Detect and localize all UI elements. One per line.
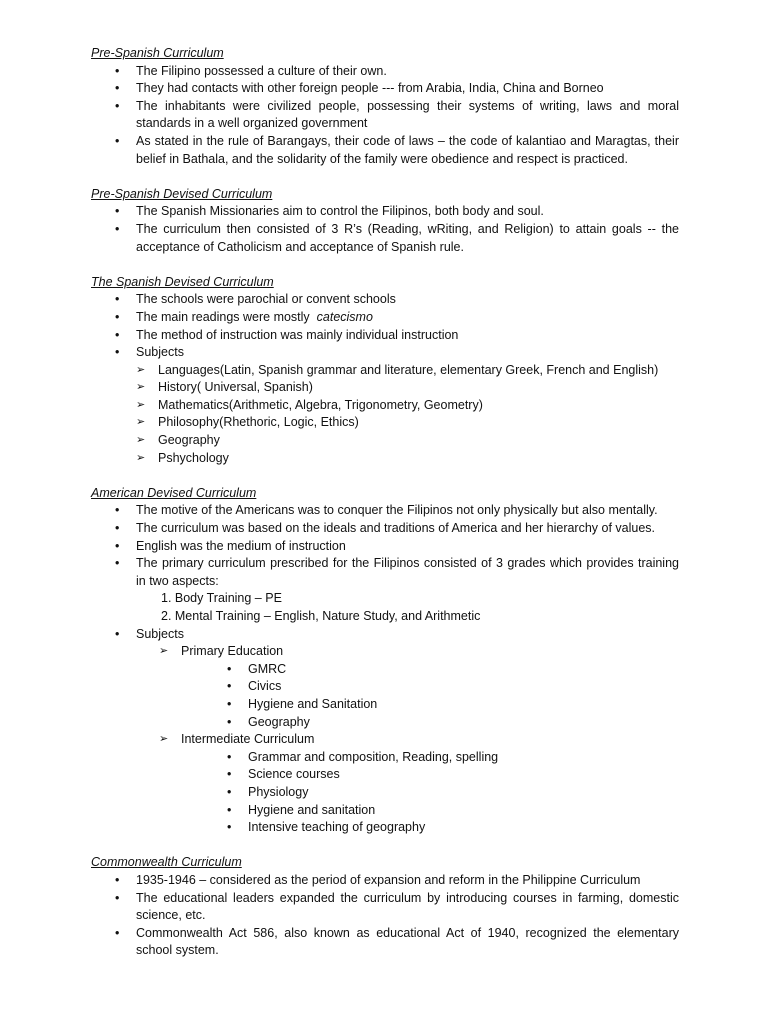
bullet-icon: •	[227, 820, 232, 835]
bullet-icon: •	[115, 925, 120, 940]
italic-term: catecismo	[316, 309, 373, 324]
arrow-bullet-icon: ➢	[136, 398, 146, 411]
list-item: • English was the medium of instruction	[91, 538, 679, 556]
bullet-icon: •	[115, 63, 120, 78]
arrow-item: ➢ Languages(Latin, Spanish grammar and literature, elementary Greek, French and English)	[91, 362, 679, 380]
bullet-icon: •	[115, 503, 120, 518]
bullet-icon: •	[227, 749, 232, 764]
numbered-item: 2. Mental Training – English, Nature Study, and Arithmetic	[161, 609, 481, 623]
bullet-list	[91, 626, 679, 644]
bullet-list	[91, 872, 679, 960]
arrow-item: ➢ Pshychology	[91, 450, 679, 468]
bullet-icon: •	[115, 556, 120, 571]
section-heading: The Spanish Devised Curriculum	[91, 274, 274, 289]
list-item: • Subjects	[91, 626, 679, 644]
list-item: • 1935-1946 – considered as the period of expansion and reform in the Philippine Curriculum	[91, 872, 679, 890]
arrow-bullet-icon: ➢	[136, 434, 146, 447]
list-item: • The primary curriculum prescribed for the Filipinos consisted of 3 grades which provides training in two aspects:	[115, 556, 679, 588]
list-item: • The method of instruction was mainly individual instruction	[91, 327, 679, 345]
list-item: • Physiology	[91, 784, 679, 802]
section-commonwealth	[91, 854, 679, 960]
bullet-icon: •	[227, 661, 232, 676]
section-heading: American Devised Curriculum	[91, 485, 257, 500]
arrow-item: ➢ Philosophy(Rhethoric, Logic, Ethics)	[91, 414, 679, 432]
bullet-icon: •	[115, 98, 120, 113]
bullet-list	[91, 291, 679, 361]
bullet-icon: •	[115, 292, 120, 307]
bullet-list	[91, 502, 679, 590]
list-item: • The curriculum then consisted of 3 R’s (Reading, wRiting, and Religion) to attain goals -- the acceptance of Catholicism and acceptance of Spanish rule.	[115, 221, 679, 254]
bullet-icon: •	[115, 309, 120, 324]
list-item: • Civics	[91, 678, 679, 696]
arrow-list	[91, 643, 679, 661]
list-item: • The Filipino possessed a culture of their own.	[91, 63, 679, 81]
arrow-bullet-icon: ➢	[159, 733, 169, 746]
section-heading: Commonwealth Curriculum	[91, 855, 242, 870]
bullet-icon: •	[227, 802, 232, 817]
arrow-item: ➢ Geography	[91, 432, 679, 450]
section-heading: Pre-Spanish Devised Curriculum	[91, 186, 273, 201]
bullet-list	[91, 203, 679, 256]
list-item: • As stated in the rule of Barangays, their code of laws – the code of kalantiao and Maragtas, their belief in Bathala, and the solidarity of the family were obedience and respect is practiced.	[115, 133, 679, 166]
numbered-item: 1. Body Training – PE	[161, 591, 282, 606]
arrow-item: ➢ Mathematics(Arithmetic, Algebra, Trigonometry, Geometry)	[91, 397, 679, 415]
arrow-bullet-icon: ➢	[159, 645, 169, 658]
list-item: • Hygiene and sanitation	[91, 802, 679, 820]
arrow-item: ➢ History( Universal, Spanish)	[91, 379, 679, 397]
arrow-item: ➢ Primary Education	[91, 643, 679, 661]
list-item: • The Spanish Missionaries aim to control the Filipinos, both body and soul.	[91, 203, 679, 221]
list-item: • Commonwealth Act 586, also known as educational Act of 1940, recognized the elementary school system.	[115, 925, 679, 958]
bullet-icon: •	[227, 679, 232, 694]
section-pre-spanish	[91, 45, 679, 168]
bullet-icon: •	[227, 714, 232, 729]
list-item: • Hygiene and Sanitation	[91, 696, 679, 714]
bullet-icon: •	[227, 784, 232, 799]
dot-list	[91, 749, 679, 837]
section-pre-spanish-devised	[91, 186, 679, 256]
list-item: • The inhabitants were civilized people, possessing their systems of writing, laws and moral standards in a well organized government	[115, 98, 679, 131]
bullet-icon: •	[115, 327, 120, 342]
item-text: The main readings were mostly	[136, 309, 317, 324]
list-item: • The schools were parochial or convent schools	[91, 291, 679, 309]
bullet-icon: •	[227, 696, 232, 711]
bullet-icon: •	[115, 626, 120, 641]
bullet-icon: •	[115, 204, 120, 219]
arrow-bullet-icon: ➢	[136, 416, 146, 429]
list-item: • Grammar and composition, Reading, spelling	[91, 749, 679, 767]
arrow-item: ➢ Intermediate Curriculum	[91, 731, 679, 749]
list-item: • The motive of the Americans was to conquer the Filipinos not only physically but also mentally.	[91, 502, 679, 520]
list-item: • The educational leaders expanded the curriculum by introducing courses in farming, domestic science, etc.	[115, 890, 679, 923]
dot-list	[91, 661, 679, 731]
list-item: • GMRC	[91, 661, 679, 679]
bullet-icon: •	[115, 521, 120, 536]
bullet-icon: •	[227, 767, 232, 782]
bullet-icon: •	[115, 81, 120, 96]
list-item: • Intensive teaching of geography	[91, 819, 679, 837]
arrow-list	[91, 731, 679, 749]
arrow-bullet-icon: ➢	[136, 451, 146, 464]
section-heading: Pre-Spanish Curriculum	[91, 46, 224, 60]
bullet-icon: •	[115, 133, 120, 148]
list-item: • The curriculum was based on the ideals and traditions of America and her hierarchy of values.	[91, 520, 679, 538]
bullet-icon: •	[115, 345, 120, 360]
bullet-icon: •	[115, 538, 120, 553]
bullet-icon: •	[115, 221, 120, 236]
list-item	[91, 309, 679, 327]
arrow-bullet-icon: ➢	[136, 381, 146, 394]
list-item: • Geography	[91, 714, 679, 732]
bullet-icon: •	[115, 890, 120, 905]
arrow-list	[91, 362, 679, 468]
section-american-devised	[91, 485, 679, 837]
list-item: • Subjects	[91, 344, 679, 362]
section-spanish-devised	[91, 274, 679, 468]
bullet-list	[91, 63, 679, 169]
arrow-bullet-icon: ➢	[136, 363, 146, 376]
list-item: • Science courses	[91, 766, 679, 784]
bullet-icon: •	[115, 872, 120, 887]
list-item: • They had contacts with other foreign people --- from Arabia, India, China and Borneo	[91, 80, 679, 98]
